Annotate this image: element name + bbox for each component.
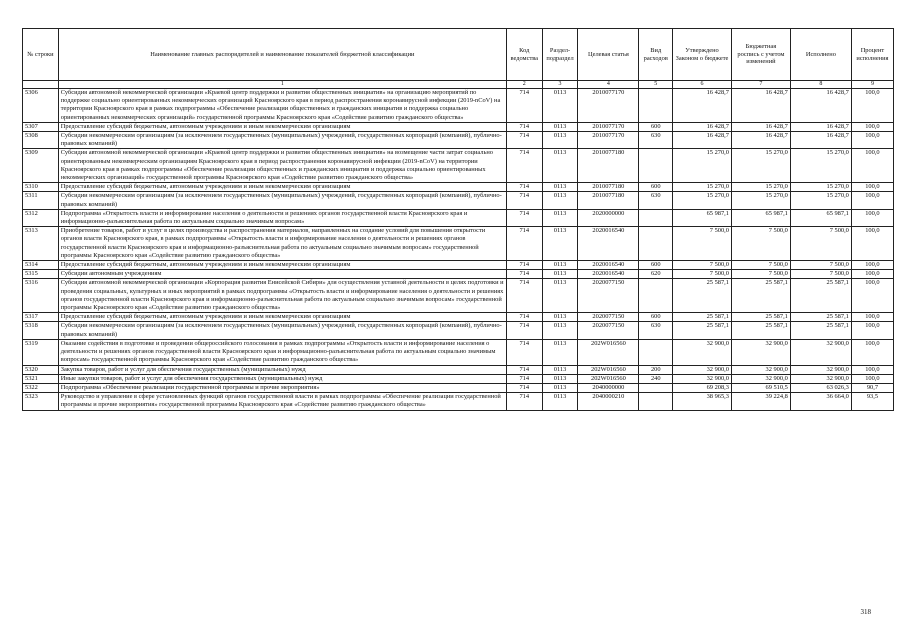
approved-cell: 25 587,1 (673, 322, 732, 339)
row-number-cell: 5322 (23, 383, 59, 392)
roster-cell: 25 587,1 (731, 322, 790, 339)
percent-cell: 100,0 (851, 192, 893, 209)
percent-cell: 100,0 (851, 322, 893, 339)
table-row (23, 192, 894, 209)
executed-cell: 7 500,0 (790, 261, 851, 270)
department-code-cell: 714 (506, 365, 542, 374)
section-cell: 0113 (542, 339, 578, 365)
approved-cell: 25 587,1 (673, 313, 732, 322)
section-cell: 0113 (542, 313, 578, 322)
roster-cell: 16 428,7 (731, 132, 790, 149)
target-item-cell: 2020077150 (578, 313, 639, 322)
table-row (23, 339, 894, 365)
table-row (23, 270, 894, 279)
section-cell: 0113 (542, 209, 578, 226)
executed-cell: 63 026,3 (790, 383, 851, 392)
approved-cell: 16 428,7 (673, 132, 732, 149)
row-number-cell: 5316 (23, 279, 59, 313)
row-number-cell: 5311 (23, 192, 59, 209)
target-item-cell: 2010077170 (578, 89, 639, 123)
header-row-number: № строки (23, 29, 59, 81)
row-name-cell: Подпрограмма «Открытость власти и информирование населения о деятельности и решениях органов государственной власти Красноярского края и информационно-разъяснительная работа по актуальным социально значимым вопросам» (58, 209, 506, 226)
expense-type-cell: 600 (639, 261, 673, 270)
table-row (23, 383, 894, 392)
approved-cell: 32 900,0 (673, 374, 732, 383)
target-item-cell: 2020016540 (578, 227, 639, 261)
roster-cell: 39 224,8 (731, 393, 790, 410)
department-code-cell: 714 (506, 322, 542, 339)
section-cell: 0113 (542, 383, 578, 392)
expense-type-cell: 600 (639, 313, 673, 322)
column-number: 6 (673, 81, 732, 89)
percent-cell: 100,0 (851, 313, 893, 322)
expense-type-cell: 630 (639, 192, 673, 209)
section-cell: 0113 (542, 322, 578, 339)
section-cell: 0113 (542, 149, 578, 183)
roster-cell: 7 500,0 (731, 227, 790, 261)
approved-cell: 15 270,0 (673, 183, 732, 192)
department-code-cell: 714 (506, 149, 542, 183)
expense-type-cell (639, 339, 673, 365)
target-item-cell: 202W016560 (578, 339, 639, 365)
target-item-cell: 2040000000 (578, 383, 639, 392)
row-name-cell: Субсидия автономной некоммерческой организации «Корпорация развития Енисейской Сибири» для осуществления уставной деятельности в целях подготовки и проведения социальных, культурных и иных мероприятий в рамках подпрограммы «Открытость власти и информирование населения о деятельности и решениях органов государственной власти Красноярского края и информационно-разъяснительная работа по актуальным социально значимым вопросам» государственной программы Красноярского края «Содействие развитию гражданского общества» (58, 279, 506, 313)
header-percent: Процент исполнения (851, 29, 893, 81)
percent-cell: 100,0 (851, 183, 893, 192)
section-cell: 0113 (542, 279, 578, 313)
row-name-cell: Предоставление субсидий бюджетным, автономным учреждениям и иным некоммерческим организациям (58, 122, 506, 131)
target-item-cell: 2040000210 (578, 393, 639, 410)
executed-cell: 32 900,0 (790, 365, 851, 374)
section-cell: 0113 (542, 261, 578, 270)
percent-cell: 100,0 (851, 149, 893, 183)
column-number: 1 (58, 81, 506, 89)
table-row (23, 393, 894, 410)
target-item-cell: 2010077180 (578, 149, 639, 183)
expense-type-cell (639, 393, 673, 410)
roster-cell: 7 500,0 (731, 270, 790, 279)
approved-cell: 32 900,0 (673, 365, 732, 374)
column-number: 4 (578, 81, 639, 89)
approved-cell: 16 428,7 (673, 89, 732, 123)
percent-cell: 100,0 (851, 122, 893, 131)
roster-cell: 15 270,0 (731, 192, 790, 209)
section-cell: 0113 (542, 227, 578, 261)
row-number-cell: 5313 (23, 227, 59, 261)
expense-type-cell: 200 (639, 365, 673, 374)
table-row (23, 365, 894, 374)
department-code-cell: 714 (506, 383, 542, 392)
column-number-row (23, 81, 894, 89)
row-name-cell: Закупка товаров, работ и услуг для обеспечения государственных (муниципальных) нужд (58, 365, 506, 374)
roster-cell: 32 900,0 (731, 339, 790, 365)
row-number-cell: 5323 (23, 393, 59, 410)
table-row (23, 227, 894, 261)
percent-cell: 100,0 (851, 270, 893, 279)
approved-cell: 65 987,1 (673, 209, 732, 226)
row-number-cell: 5321 (23, 374, 59, 383)
section-cell: 0113 (542, 183, 578, 192)
row-number-cell: 5317 (23, 313, 59, 322)
table-row (23, 89, 894, 123)
department-code-cell: 714 (506, 261, 542, 270)
target-item-cell: 2020000000 (578, 209, 639, 226)
approved-cell: 32 900,0 (673, 339, 732, 365)
section-cell: 0113 (542, 192, 578, 209)
approved-cell: 15 270,0 (673, 192, 732, 209)
executed-cell: 65 987,1 (790, 209, 851, 226)
table-header (23, 29, 894, 89)
department-code-cell: 714 (506, 279, 542, 313)
roster-cell: 25 587,1 (731, 313, 790, 322)
header-budget-roster: Бюджетная роспись с учетом изменений (731, 29, 790, 81)
department-code-cell: 714 (506, 374, 542, 383)
department-code-cell: 714 (506, 339, 542, 365)
department-code-cell: 714 (506, 227, 542, 261)
expense-type-cell: 630 (639, 322, 673, 339)
approved-cell: 69 208,3 (673, 383, 732, 392)
target-item-cell: 2010077180 (578, 183, 639, 192)
row-number-cell: 5320 (23, 365, 59, 374)
column-number: 2 (506, 81, 542, 89)
row-name-cell: Предоставление субсидий бюджетным, автономным учреждениям и иным некоммерческим организациям (58, 183, 506, 192)
department-code-cell: 714 (506, 132, 542, 149)
executed-cell: 25 587,1 (790, 313, 851, 322)
budget-table (22, 28, 894, 411)
target-item-cell: 2020016540 (578, 261, 639, 270)
row-number-cell: 5314 (23, 261, 59, 270)
target-item-cell: 2020077150 (578, 279, 639, 313)
row-number-cell: 5318 (23, 322, 59, 339)
row-name-cell: Субсидия автономной некоммерческой организации «Краевой центр поддержки и развития общественных инициатив» на возмещение части затрат социально ориентированным некоммерческим организациям Красноярского края в период распространения коронавирусной инфекции (2019-nCoV) на территории Красноярского края в рамках подпрограммы «Обеспечение реализации общественных и гражданских инициатив и поддержка социально ориентированных некоммерческих организаций» государственной программы Красноярского края «Содействие развитию гражданского общества» (58, 149, 506, 183)
percent-cell: 100,0 (851, 209, 893, 226)
table-row (23, 149, 894, 183)
executed-cell: 16 428,7 (790, 122, 851, 131)
target-item-cell: 202W016560 (578, 374, 639, 383)
header-section: Раздел-подраздел (542, 29, 578, 81)
row-number-cell: 5319 (23, 339, 59, 365)
row-name-cell: Субсидии некоммерческим организациям (за исключением государственных (муниципальных) учреждений, государственных корпораций (компаний), публично-правовых компаний) (58, 192, 506, 209)
column-number: 5 (639, 81, 673, 89)
table-body (23, 89, 894, 411)
department-code-cell: 714 (506, 209, 542, 226)
expense-type-cell (639, 383, 673, 392)
column-number: 9 (851, 81, 893, 89)
approved-cell: 7 500,0 (673, 270, 732, 279)
department-code-cell: 714 (506, 270, 542, 279)
department-code-cell: 714 (506, 122, 542, 131)
page-number: 318 (860, 608, 871, 616)
department-code-cell: 714 (506, 313, 542, 322)
section-cell: 0113 (542, 132, 578, 149)
approved-cell: 7 500,0 (673, 227, 732, 261)
table-row (23, 322, 894, 339)
row-name-cell: Оказание содействия в подготовке и проведении общероссийского голосования в рамках подпрограммы «Открытость власти и информирование населения о деятельности и решениях органов государственной власти Красноярского края и информационно-разъяснительная работа по актуальным социально значимым вопросам» государственной программы Красноярского края «Содействие развитию гражданского общества» (58, 339, 506, 365)
executed-cell: 15 270,0 (790, 149, 851, 183)
row-name-cell: Иные закупки товаров, работ и услуг для обеспечения государственных (муниципальных) нужд (58, 374, 506, 383)
percent-cell: 100,0 (851, 89, 893, 123)
percent-cell: 93,5 (851, 393, 893, 410)
column-number: 8 (790, 81, 851, 89)
executed-cell: 15 270,0 (790, 183, 851, 192)
section-cell: 0113 (542, 122, 578, 131)
department-code-cell: 714 (506, 192, 542, 209)
roster-cell: 16 428,7 (731, 89, 790, 123)
target-item-cell: 2010077170 (578, 122, 639, 131)
table-row (23, 132, 894, 149)
roster-cell: 32 900,0 (731, 365, 790, 374)
target-item-cell: 2010077170 (578, 132, 639, 149)
expense-type-cell (639, 89, 673, 123)
expense-type-cell: 620 (639, 270, 673, 279)
executed-cell: 36 664,0 (790, 393, 851, 410)
target-item-cell: 202W016560 (578, 365, 639, 374)
approved-cell: 38 965,3 (673, 393, 732, 410)
approved-cell: 7 500,0 (673, 261, 732, 270)
percent-cell: 100,0 (851, 365, 893, 374)
approved-cell: 16 428,7 (673, 122, 732, 131)
row-number-cell: 5312 (23, 209, 59, 226)
row-name-cell: Приобретение товаров, работ и услуг в целях производства и распространения материалов, направленных на создание условий для повышения открытости органов власти Красноярского края, в рамках подпрограммы «Открытость власти и информирование населения о деятельности и решениях органов государственной власти Красноярского края и информационно-разъяснительная работа по актуальным социально значимым вопросам» государственной программы Красноярского края «Содействие развитию гражданского общества» (58, 227, 506, 261)
row-name-cell: Субсидия автономной некоммерческой организации «Краевой центр поддержки и развития общественных инициатив» на организацию мероприятий по поддержке социально ориентированных некоммерческих организаций Красноярского края в период распространения коронавирусной инфекции (2019-nCoV) на территории Красноярского края в рамках подпрограммы «Обеспечение реализации общественных и гражданских инициатив и поддержка социально ориентированных некоммерческих организаций» государственной программы Красноярского края «Содействие развитию гражданского общества» (58, 89, 506, 123)
executed-cell: 7 500,0 (790, 227, 851, 261)
target-item-cell: 2020077150 (578, 322, 639, 339)
roster-cell: 25 587,1 (731, 279, 790, 313)
column-number (23, 81, 59, 89)
table-row (23, 261, 894, 270)
table-row (23, 313, 894, 322)
department-code-cell: 714 (506, 183, 542, 192)
row-name-cell: Субсидии некоммерческим организациям (за исключением государственных (муниципальных) учреждений, государственных корпораций (компаний), публично-правовых компаний) (58, 322, 506, 339)
section-cell: 0113 (542, 89, 578, 123)
expense-type-cell: 600 (639, 122, 673, 131)
percent-cell: 100,0 (851, 227, 893, 261)
approved-cell: 15 270,0 (673, 149, 732, 183)
percent-cell: 100,0 (851, 374, 893, 383)
roster-cell: 15 270,0 (731, 149, 790, 183)
roster-cell: 7 500,0 (731, 261, 790, 270)
executed-cell: 16 428,7 (790, 89, 851, 123)
table-row (23, 183, 894, 192)
executed-cell: 32 900,0 (790, 339, 851, 365)
table-row (23, 279, 894, 313)
expense-type-cell (639, 149, 673, 183)
row-name-cell: Предоставление субсидий бюджетным, автономным учреждениям и иным некоммерческим организациям (58, 313, 506, 322)
row-number-cell: 5310 (23, 183, 59, 192)
executed-cell: 15 270,0 (790, 192, 851, 209)
percent-cell: 100,0 (851, 339, 893, 365)
header-executed: Исполнено (790, 29, 851, 81)
roster-cell: 32 900,0 (731, 374, 790, 383)
expense-type-cell: 630 (639, 132, 673, 149)
row-number-cell: 5308 (23, 132, 59, 149)
target-item-cell: 2020016540 (578, 270, 639, 279)
expense-type-cell (639, 209, 673, 226)
row-name-cell: Субсидии автономным учреждениям (58, 270, 506, 279)
column-number: 7 (731, 81, 790, 89)
percent-cell: 100,0 (851, 132, 893, 149)
row-name-cell: Предоставление субсидий бюджетным, автономным учреждениям и иным некоммерческим организациям (58, 261, 506, 270)
expense-type-cell: 600 (639, 183, 673, 192)
executed-cell: 32 900,0 (790, 374, 851, 383)
expense-type-cell (639, 227, 673, 261)
budget-report-page (22, 28, 894, 411)
department-code-cell: 714 (506, 89, 542, 123)
section-cell: 0113 (542, 365, 578, 374)
percent-cell: 90,7 (851, 383, 893, 392)
row-name-cell: Руководство и управление в сфере установленных функций органов государственной власти в рамках подпрограммы «Обеспечение реализации государственной программы и прочие мероприятия» государственной программы Красноярского края «Содействие развитию гражданского общества» (58, 393, 506, 410)
table-row (23, 209, 894, 226)
row-name-cell: Подпрограмма «Обеспечение реализации государственной программы и прочие мероприятия» (58, 383, 506, 392)
row-number-cell: 5306 (23, 89, 59, 123)
executed-cell: 25 587,1 (790, 322, 851, 339)
section-cell: 0113 (542, 270, 578, 279)
header-expense-type: Вид расходов (639, 29, 673, 81)
section-cell: 0113 (542, 374, 578, 383)
percent-cell: 100,0 (851, 261, 893, 270)
executed-cell: 7 500,0 (790, 270, 851, 279)
header-approved: Утверждено Законом о бюджете (673, 29, 732, 81)
roster-cell: 16 428,7 (731, 122, 790, 131)
expense-type-cell (639, 279, 673, 313)
percent-cell: 100,0 (851, 279, 893, 313)
department-code-cell: 714 (506, 393, 542, 410)
expense-type-cell: 240 (639, 374, 673, 383)
approved-cell: 25 587,1 (673, 279, 732, 313)
row-name-cell: Субсидии некоммерческим организациям (за исключением государственных (муниципальных) учреждений, государственных корпораций (компаний), публично-правовых компаний) (58, 132, 506, 149)
table-row (23, 374, 894, 383)
target-item-cell: 2010077180 (578, 192, 639, 209)
executed-cell: 25 587,1 (790, 279, 851, 313)
roster-cell: 15 270,0 (731, 183, 790, 192)
roster-cell: 65 987,1 (731, 209, 790, 226)
section-cell: 0113 (542, 393, 578, 410)
header-name: Наименование главных распорядителей и наименование показателей бюджетной классификации (58, 29, 506, 81)
table-row (23, 122, 894, 131)
row-number-cell: 5307 (23, 122, 59, 131)
row-number-cell: 5309 (23, 149, 59, 183)
executed-cell: 16 428,7 (790, 132, 851, 149)
header-department-code: Код ведомства (506, 29, 542, 81)
header-target-item: Целевая статья (578, 29, 639, 81)
roster-cell: 69 510,5 (731, 383, 790, 392)
row-number-cell: 5315 (23, 270, 59, 279)
column-number: 3 (542, 81, 578, 89)
